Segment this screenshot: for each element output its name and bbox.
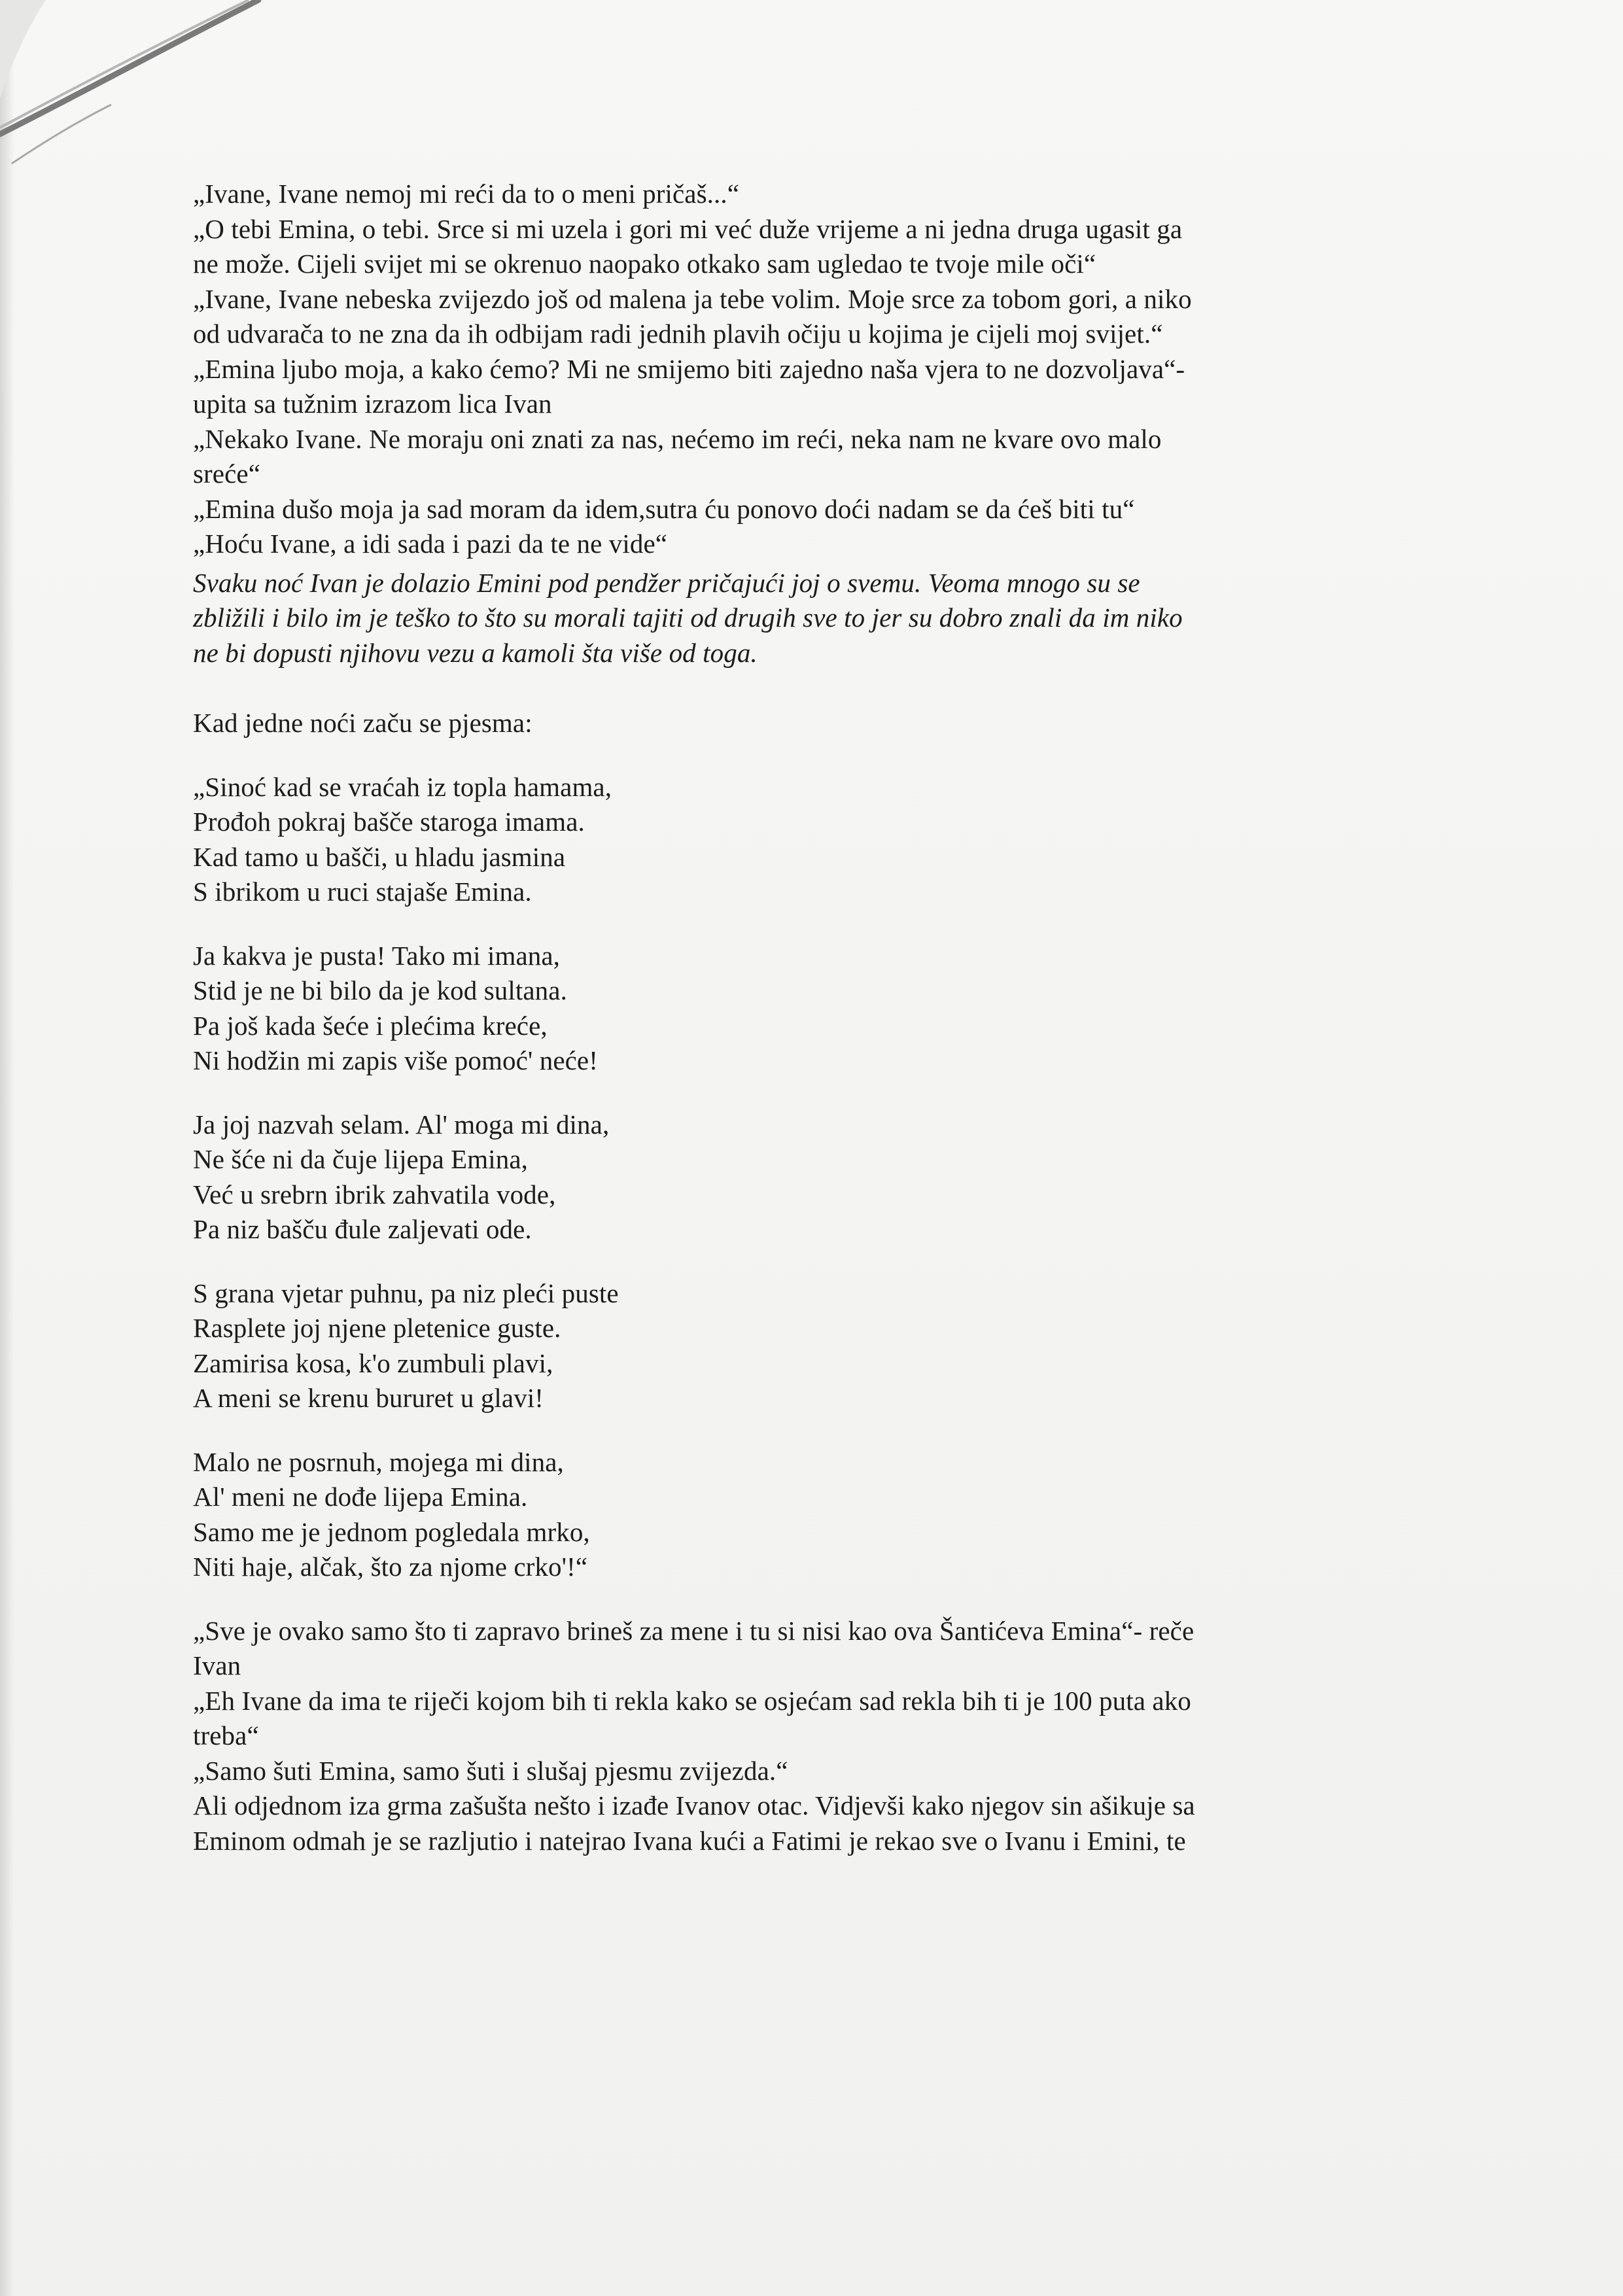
text-line: „Emina ljubo moja, a kako ćemo? Mi ne smijemo biti zajedno naša vjera to ne dozvoljava“- — [193, 353, 1185, 384]
song-intro: Kad jedne noći začu se pjesma: — [193, 708, 532, 738]
poem-line: Kad tamo u bašči, u hladu jasmina — [193, 841, 566, 872]
poem-line: Rasplete joj njene pletenice guste. — [193, 1313, 561, 1343]
poem-stanza — [193, 1107, 1436, 1247]
poem-stanza — [193, 939, 1436, 1079]
poem-line: S grana vjetar puhnu, pa niz pleći puste — [193, 1278, 619, 1308]
poem-line: Prođoh pokraj bašče staroga imama. — [193, 807, 585, 837]
poem-line: Ni hodžin mi zapis više pomoć' neće! — [193, 1045, 598, 1075]
text-line: Eminom odmah je se razljutio i natejrao Ivana kući a Fatimi je rekao sve o Ivanu i Emini, te — [193, 1825, 1186, 1856]
story-text — [193, 177, 1436, 1858]
poem-line: Pa niz bašču đule zaljevati ode. — [193, 1214, 532, 1244]
text-line: Ali odjednom iza grma zašušta nešto i izađe Ivanov otac. Vidjevši kako njegov sin ašikuje sa — [193, 1790, 1195, 1820]
poem-line: Stid je ne bi bilo da je kod sultana. — [193, 975, 567, 1005]
poem-line: Pa još kada šeće i plećima kreće, — [193, 1010, 548, 1041]
text-line: od udvarača to ne zna da ih odbijam radi jednih plavih očiju u kojima je cijeli moj svijet.“ — [193, 319, 1163, 349]
poem-line: Već u srebrn ibrik zahvatila vode, — [193, 1179, 556, 1209]
text-line: „Ivane, Ivane nebeska zvijezdo još od malena ja tebe volim. Moje srce za tobom gori, a niko — [193, 283, 1192, 314]
text-line: „Emina dušo moja ja sad moram da idem,sutra ću ponovo doći nadam se da ćeš biti tu“ — [193, 493, 1135, 524]
poem-line: Zamirisa kosa, k'o zumbuli plavi, — [193, 1348, 553, 1378]
text-line: „Hoću Ivane, a idi sada i pazi da te ne vide“ — [193, 529, 668, 559]
text-line: treba“ — [193, 1720, 259, 1750]
poem-line: Ja joj nazvah selam. Al' moga mi dina, — [193, 1109, 610, 1139]
poem-line: A meni se krenu bururet u glavi! — [193, 1383, 544, 1413]
folded-corner-mark — [0, 0, 275, 170]
text-line: upita sa tužnim izrazom lica Ivan — [193, 389, 552, 419]
poem-line: Samo me je jednom pogledala mrko, — [193, 1516, 590, 1547]
text-line: „Sve je ovako samo što ti zapravo brineš za mene i tu si nisi kao ova Šantićeva Emina“- reče — [193, 1615, 1195, 1646]
poem-stanza — [193, 770, 1436, 910]
poem-stanza — [193, 1276, 1436, 1416]
text-line: zbližili i bilo im je teško to što su morali tajiti od drugih sve to jer su dobro znali da im niko — [193, 602, 1183, 633]
text-line: „Nekako Ivane. Ne moraju oni znati za nas, nećemo im reći, neka nam ne kvare ovo malo — [193, 423, 1162, 454]
dialogue-section-2 — [193, 1614, 1436, 1859]
poem-line: S ibrikom u ruci stajaše Emina. — [193, 877, 532, 907]
text-line: ne može. Cijeli svijet mi se okrenuo naopako otkako sam ugledao te tvoje mile oči“ — [193, 249, 1096, 279]
text-line: „O tebi Emina, o tebi. Srce si mi uzela i gori mi već duže vrijeme a ni jedna druga ugasit ga — [193, 213, 1183, 244]
text-line: ne bi dopusti njihovu vezu a kamoli šta više od toga. — [193, 637, 758, 668]
poem-stanza — [193, 1445, 1436, 1585]
text-line: „Ivane, Ivane nemoj mi reći da to o meni pričaš...“ — [193, 179, 740, 209]
text-line: Svaku noć Ivan je dolazio Emini pod pendžer pričajući joj o svemu. Veoma mnogo su se — [193, 567, 1140, 598]
poem-line: Al' meni ne dođe lijepa Emina. — [193, 1482, 528, 1512]
text-line: Ivan — [193, 1650, 241, 1680]
poem-line: Malo ne posrnuh, mojega mi dina, — [193, 1446, 564, 1477]
poem-line: Niti haje, alčak, što za njome crko'!“ — [193, 1552, 588, 1582]
poem-line: Ne šće ni da čuje lijepa Emina, — [193, 1144, 528, 1174]
poem-line: Ja kakva je pusta! Tako mi imana, — [193, 940, 560, 971]
narration-paragraph — [193, 566, 1436, 671]
dialogue-section-1 — [193, 177, 1436, 562]
text-line: „Samo šuti Emina, samo šuti i slušaj pjesmu zvijezda.“ — [193, 1755, 788, 1786]
scan-edge-shadow — [0, 0, 14, 2296]
poem-line: „Sinoć kad se vraćah iz topla hamama, — [193, 771, 612, 802]
text-line: sreće“ — [193, 459, 260, 489]
text-line: „Eh Ivane da ima te riječi kojom bih ti rekla kako se osjećam sad rekla bih ti je 100 puta ako — [193, 1685, 1191, 1716]
